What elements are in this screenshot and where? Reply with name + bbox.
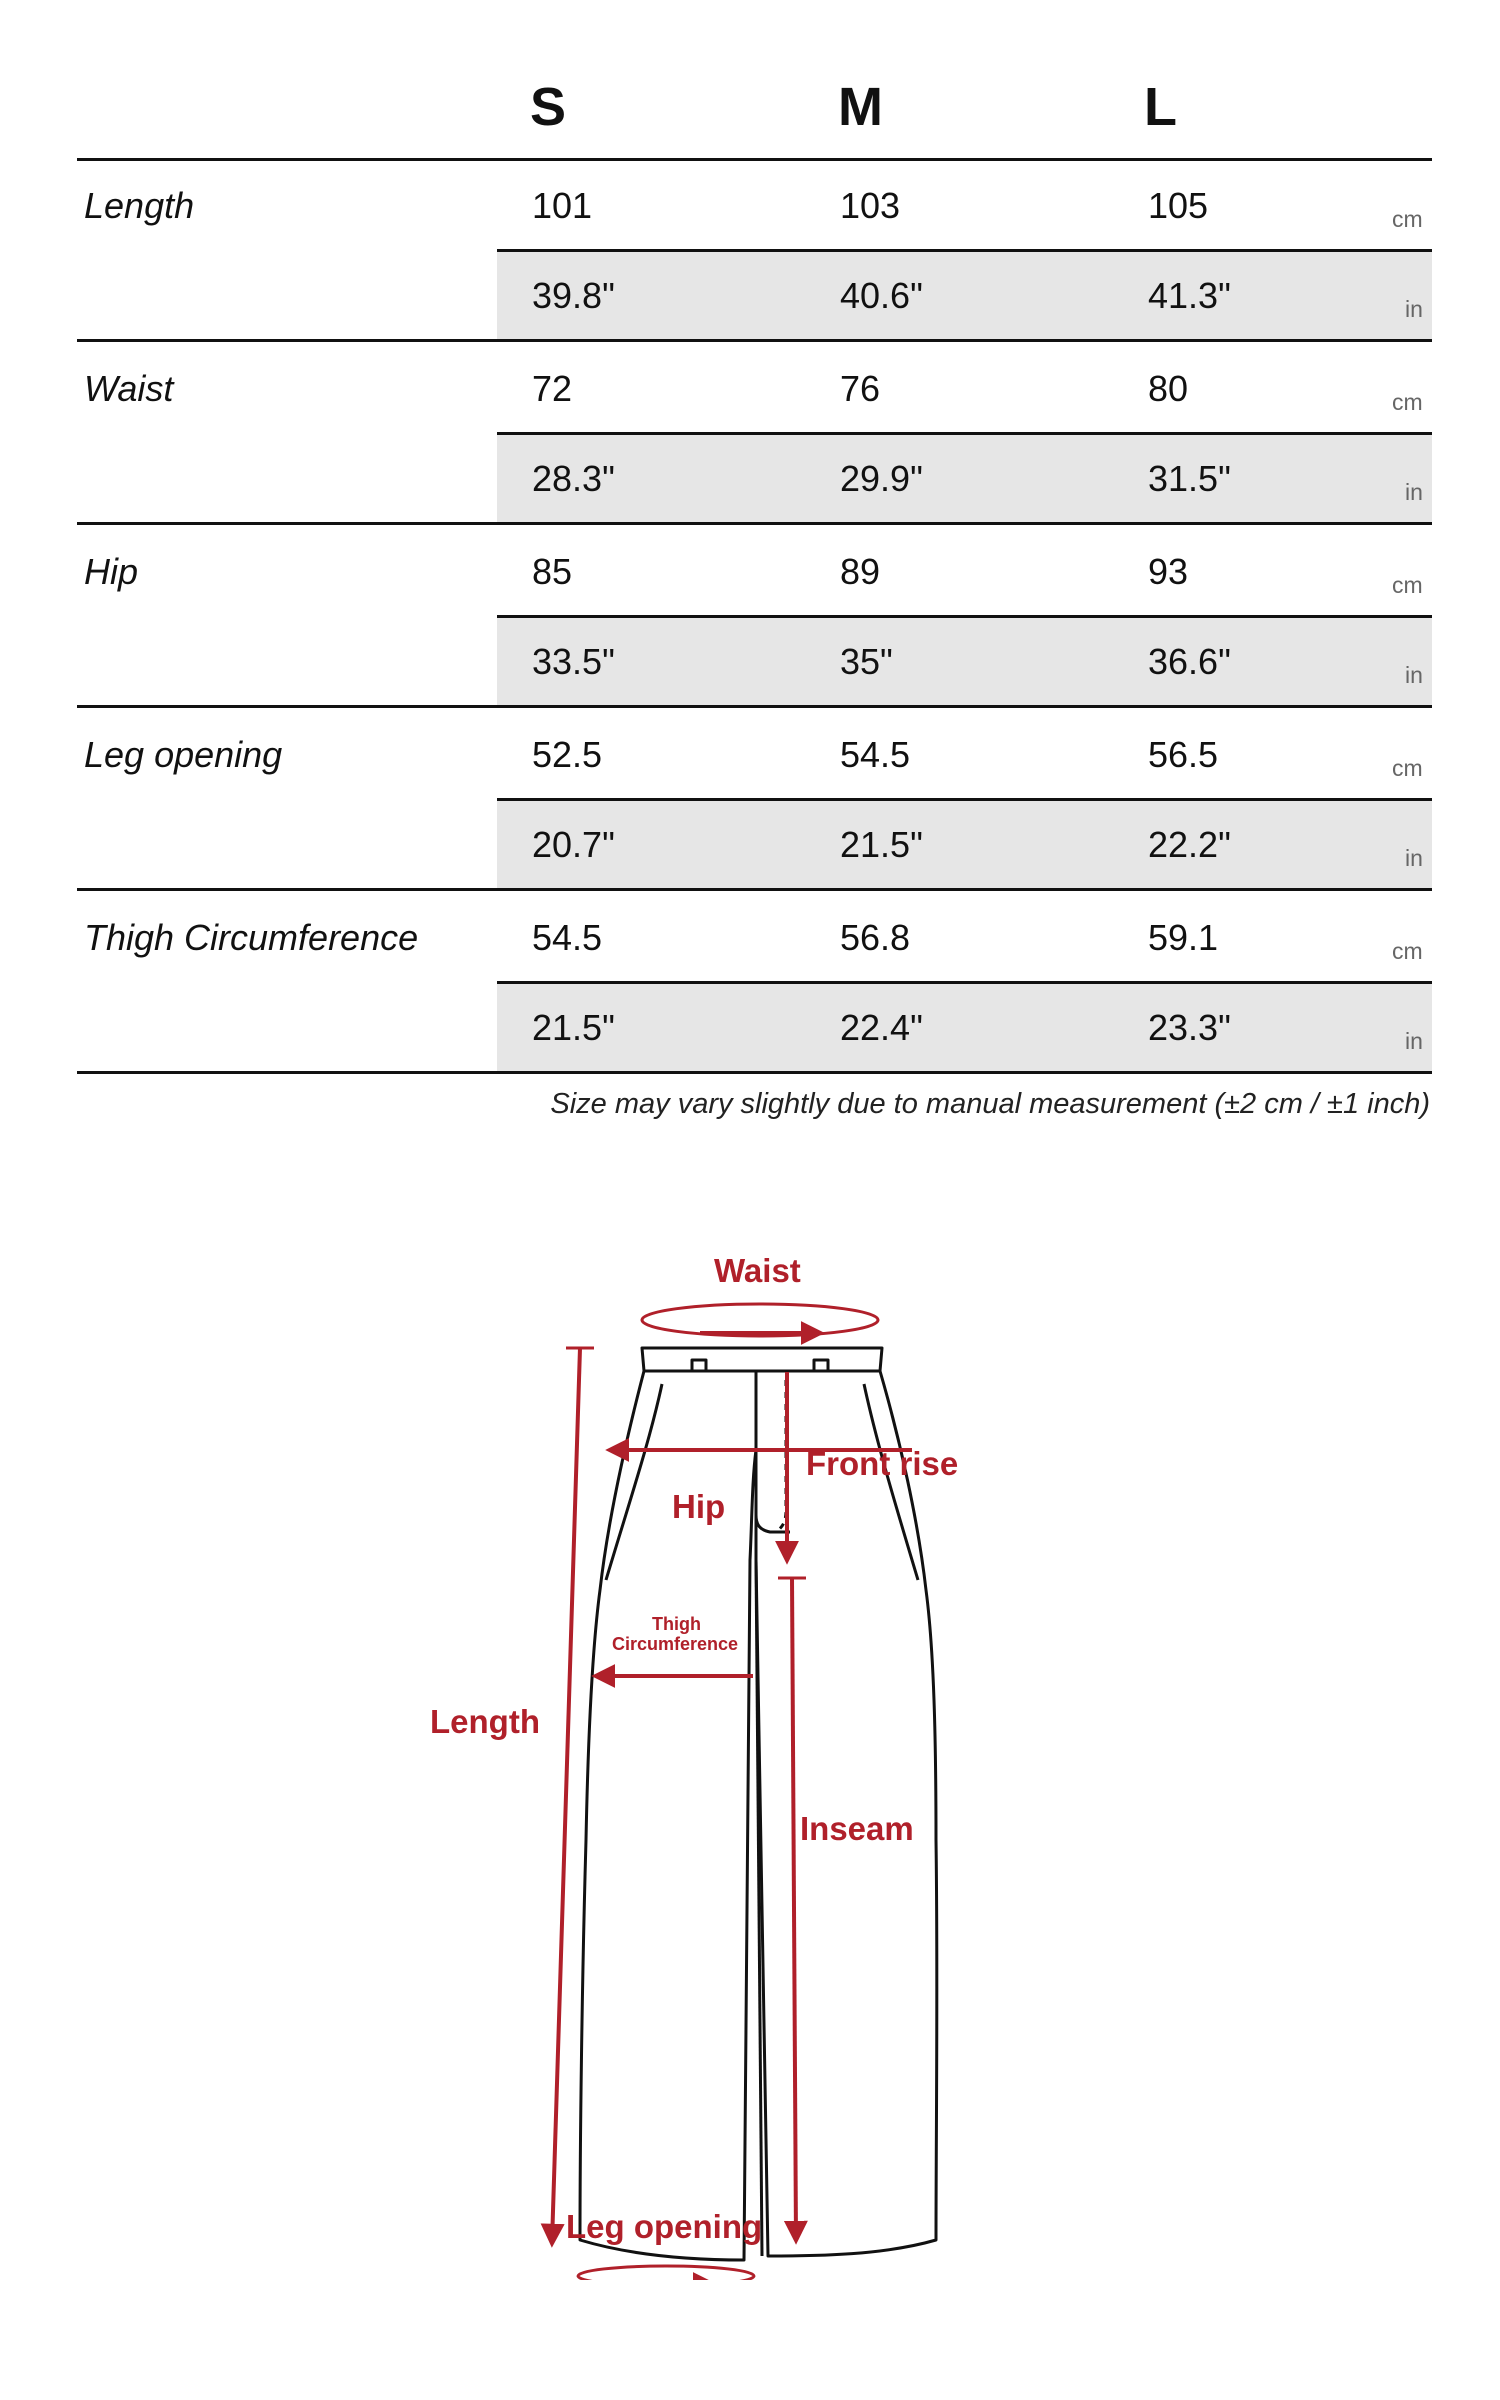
measure-label-length: Length bbox=[84, 185, 195, 226]
hip-cm-s: 85 bbox=[532, 551, 573, 592]
length-cm-s: 101 bbox=[532, 185, 593, 226]
unit-cm: cm bbox=[1392, 572, 1423, 598]
row-divider bbox=[497, 432, 1432, 435]
pants-measurement-diagram bbox=[0, 1180, 1500, 2280]
size-chart-table bbox=[0, 0, 1500, 1140]
thigh-cm-l: 59.1 bbox=[1148, 917, 1219, 958]
length-label: Length bbox=[430, 1703, 540, 1740]
unit-in: in bbox=[1405, 296, 1423, 322]
row-shade bbox=[497, 251, 1432, 339]
waist-cm-l: 80 bbox=[1148, 368, 1189, 409]
group-divider bbox=[77, 339, 1432, 342]
thigh-in-m: 22.4" bbox=[840, 1007, 923, 1048]
row-divider bbox=[497, 798, 1432, 801]
unit-in: in bbox=[1405, 845, 1423, 871]
length-in-l: 41.3" bbox=[1148, 275, 1231, 316]
header-rule bbox=[77, 158, 1432, 161]
unit-cm: cm bbox=[1392, 938, 1423, 964]
measure-label-hip: Hip bbox=[84, 551, 139, 592]
unit-in: in bbox=[1405, 1028, 1423, 1054]
thigh-cm-m: 56.8 bbox=[840, 917, 911, 958]
leg-opening-in-l: 22.2" bbox=[1148, 824, 1231, 865]
waist-in-l: 31.5" bbox=[1148, 458, 1231, 499]
unit-in: in bbox=[1405, 479, 1423, 505]
front-rise-label: Front rise bbox=[806, 1445, 959, 1482]
leg-opening-cm-m: 54.5 bbox=[840, 734, 911, 775]
unit-in: in bbox=[1405, 662, 1423, 688]
hip-in-m: 35" bbox=[840, 641, 893, 682]
pants-outline bbox=[580, 1348, 937, 2260]
hip-cm-l: 93 bbox=[1148, 551, 1189, 592]
row-divider bbox=[497, 981, 1432, 984]
thigh-in-l: 23.3" bbox=[1148, 1007, 1231, 1048]
leg-opening-in-s: 20.7" bbox=[532, 824, 615, 865]
hip-label: Hip bbox=[672, 1488, 726, 1525]
row-shade bbox=[497, 617, 1432, 705]
size-header-m: M bbox=[838, 77, 883, 137]
group-divider bbox=[77, 705, 1432, 708]
inseam-label: Inseam bbox=[800, 1810, 914, 1847]
waist-label: Waist bbox=[714, 1252, 801, 1289]
group-divider bbox=[77, 888, 1432, 891]
waist-cm-s: 72 bbox=[532, 368, 573, 409]
row-shade bbox=[497, 434, 1432, 522]
size-header-l: L bbox=[1144, 77, 1177, 137]
unit-cm: cm bbox=[1392, 389, 1423, 415]
leg-opening-in-m: 21.5" bbox=[840, 824, 923, 865]
hip-cm-m: 89 bbox=[840, 551, 881, 592]
thigh-cm-s: 54.5 bbox=[532, 917, 603, 958]
thigh-label-line1: Thigh bbox=[652, 1614, 701, 1634]
row-divider bbox=[497, 615, 1432, 618]
hip-in-l: 36.6" bbox=[1148, 641, 1231, 682]
waist-in-m: 29.9" bbox=[840, 458, 923, 499]
measure-label-waist: Waist bbox=[84, 368, 174, 409]
row-shade bbox=[497, 983, 1432, 1071]
length-cm-l: 105 bbox=[1148, 185, 1209, 226]
leg-opening-cm-s: 52.5 bbox=[532, 734, 603, 775]
size-header-s: S bbox=[530, 77, 567, 137]
waist-in-s: 28.3" bbox=[532, 458, 615, 499]
group-divider bbox=[77, 1071, 1432, 1074]
waist-cm-m: 76 bbox=[840, 368, 881, 409]
leg-opening-cm-l: 56.5 bbox=[1148, 734, 1219, 775]
row-divider bbox=[497, 249, 1432, 252]
length-cm-m: 103 bbox=[840, 185, 901, 226]
leg-opening-label: Leg opening bbox=[566, 2208, 763, 2245]
measure-label-thigh-circumference: Thigh Circumference bbox=[84, 917, 419, 958]
thigh-label-line2: Circumference bbox=[612, 1634, 739, 1654]
row-shade bbox=[497, 800, 1432, 888]
length-in-m: 40.6" bbox=[840, 275, 923, 316]
hip-in-s: 33.5" bbox=[532, 641, 615, 682]
group-divider bbox=[77, 522, 1432, 525]
length-in-s: 39.8" bbox=[532, 275, 615, 316]
measurement-note: Size may vary slightly due to manual measurement (±2 cm / ±1 inch) bbox=[550, 1088, 1430, 1120]
unit-cm: cm bbox=[1392, 755, 1423, 781]
thigh-in-s: 21.5" bbox=[532, 1007, 615, 1048]
measure-label-leg-opening: Leg opening bbox=[84, 734, 283, 775]
unit-cm: cm bbox=[1392, 206, 1423, 232]
